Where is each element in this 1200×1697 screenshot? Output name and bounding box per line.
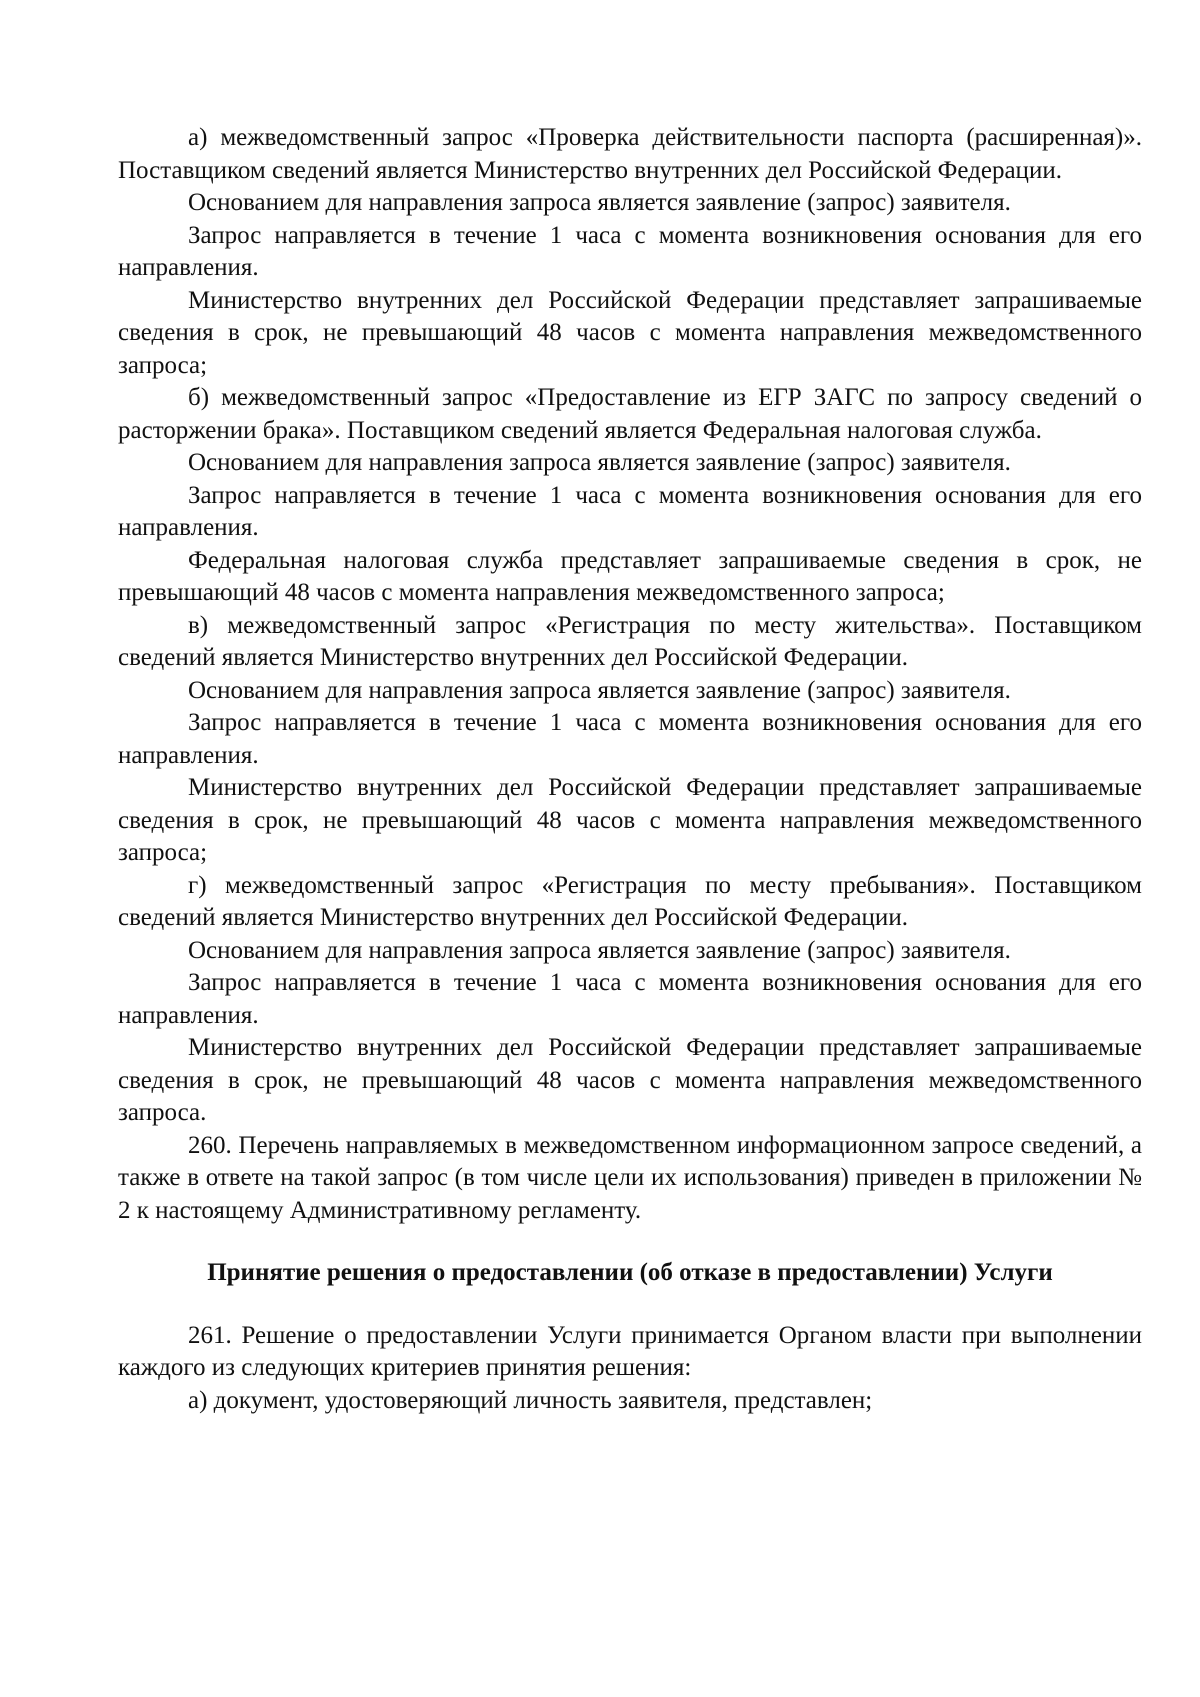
paragraph-item-v: в) межведомственный запрос «Регистрация по месту жительства». Поставщиком сведений является Министерство внутренних дел Российской Федерации. [118,611,1142,671]
paragraph-basis: Основанием для направления запроса является заявление (запрос) заявителя. [188,189,1011,216]
paragraph-timing: Запрос направляется в течение 1 часа с момента возникновения основания для его направления. [118,969,1142,1029]
paragraph-response: Министерство внутренних дел Российской Федерации представляет запрашиваемые сведения в срок, не превышающий 48 часов с момента направления межведомственного запроса; [118,286,1142,379]
paragraph-timing: Запрос направляется в течение 1 часа с момента возникновения основания для его направления. [118,481,1142,541]
paragraph-item-a: а) межведомственный запрос «Проверка действительности паспорта (расширенная)». Поставщиком сведений является Министерство внутренних дел Российской Федерации. [118,124,1142,184]
paragraph-item-g: г) межведомственный запрос «Регистрация по месту пребывания». Поставщиком сведений является Министерство внутренних дел Российской Федерации. [118,871,1142,931]
paragraph-response: Министерство внутренних дел Российской Федерации представляет запрашиваемые сведения в срок, не превышающий 48 часов с момента направления межведомственного запроса. [118,1034,1142,1126]
paragraph-item-b: б) межведомственный запрос «Предоставление из ЕГР ЗАГС по запросу сведений о расторжении брака». Поставщиком сведений является Федеральная налоговая служба. [118,384,1142,444]
paragraph-basis: Основанием для направления запроса является заявление (запрос) заявителя. [188,676,1011,704]
paragraph-response: Федеральная налоговая служба представляет запрашиваемые сведения в срок, не превышающий 48 часов с момента направления межведомственного запроса; [118,546,1142,606]
paragraph-basis: Основанием для направления запроса является заявление (запрос) заявителя. [188,936,1011,964]
paragraph-timing: Запрос направляется в течение 1 часа с момента возникновения основания для его направления. [118,709,1142,769]
paragraph-260: 260. Перечень направляемых в межведомственном информационном запросе сведений, а также в ответе на такой запрос (в том числе цели их использования) приведен в приложении № 2 к настоящему Административному регламенту. [118,1131,1142,1224]
paragraph-timing: Запрос направляется в течение 1 часа с момента возникновения основания для его направления. [118,221,1142,281]
section-heading: Принятие решения о предоставлении (об отказе в предоставлении) Услуги [207,1259,1053,1286]
paragraph-response: Министерство внутренних дел Российской Федерации представляет запрашиваемые сведения в срок, не превышающий 48 часов с момента направления межведомственного запроса; [118,774,1142,866]
paragraph-basis: Основанием для направления запроса является заявление (запрос) заявителя. [188,449,1011,476]
paragraph-261-item-a: а) документ, удостоверяющий личность заявителя, представлен; [188,1386,873,1414]
document-page [118,122,1142,1417]
paragraph-261: 261. Решение о предоставлении Услуги принимается Органом власти при выполнении каждого из следующих критериев принятия решения: [118,1321,1142,1381]
